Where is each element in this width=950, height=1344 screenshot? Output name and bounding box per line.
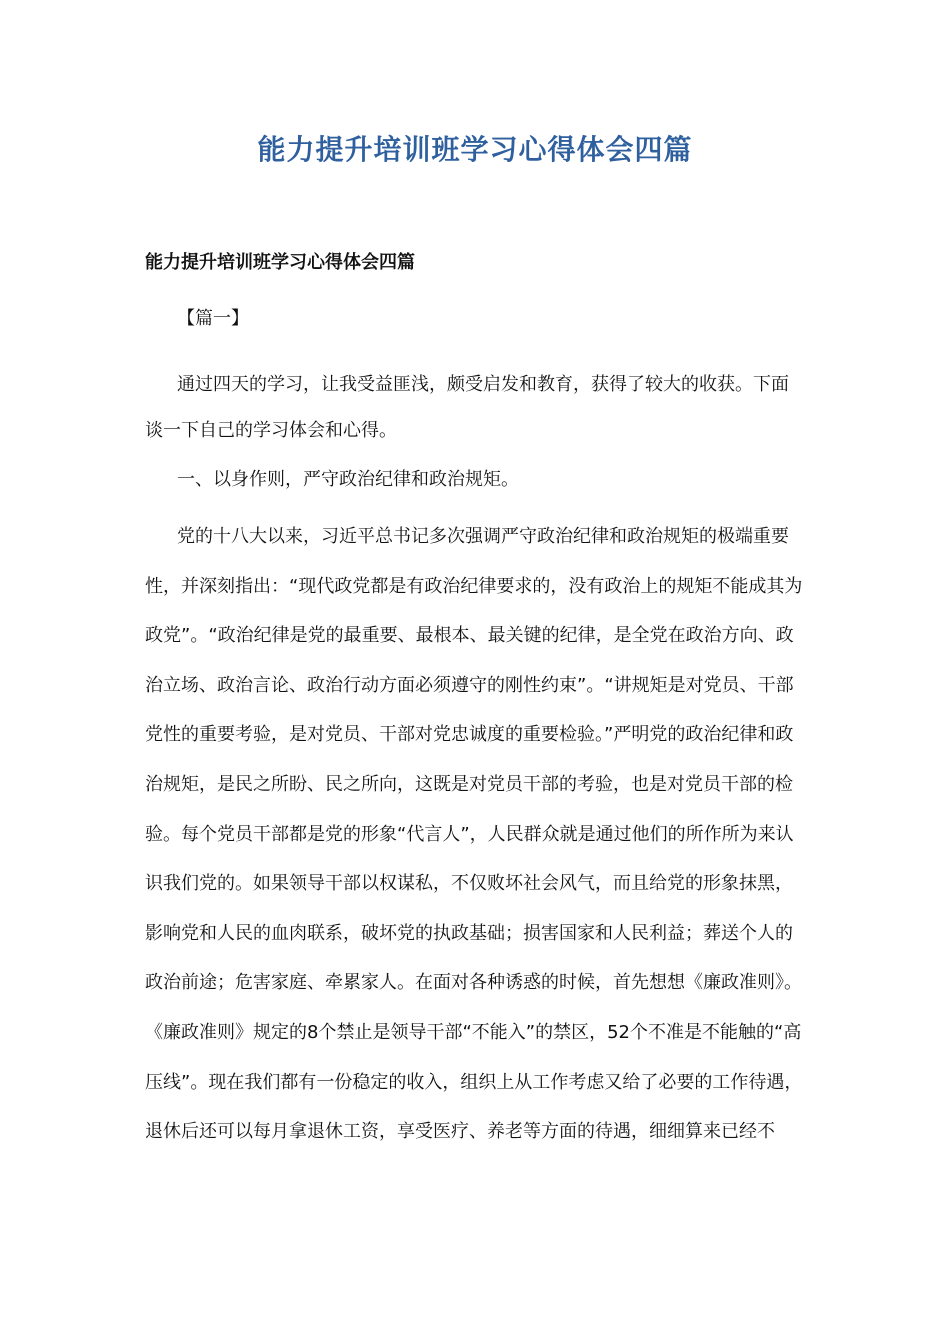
section-label: 【篇一】 xyxy=(177,308,249,329)
paragraph-intro: 通过四天的学习，让我受益匪浅，颇受启发和教育，获得了较大的收获。下面谈一下自己的学习体会和心得。 xyxy=(145,374,789,441)
document-subtitle: 能力提升培训班学习心得体会四篇 xyxy=(145,252,415,273)
document-title: 能力提升培训班学习心得体会四篇 xyxy=(257,133,693,166)
section-heading: 一、以身作则，严守政治纪律和政治规矩。 xyxy=(177,469,519,490)
paragraph-body: 党的十八大以来，习近平总书记多次强调严守政治纪律和政治规矩的极端重要性，并深刻指出：“现代政党都是有政治纪律要求的，没有政治上的规矩不能成其为政党”。“政治纪律是党的最重要、最根本、最关键的纪律，是全党在政治方向、政治立场、政治言论、政治行动方面必须遵守的刚性约束”。“讲规矩是对党员、干部党性的重要考验，是对党员、干部对党忠诚度的重要检验。”严明党的政治纪律和政治规矩，是民之所盼、民之所向，这既是对党员干部的考验，也是对党员干部的检验。每个党员干部都是党的形象“代言人”，人民群众就是通过他们的所作所为来认识我们党的。如果领导干部以权谋私，不仅败坏社会风气，而且给党的形象抹黑，影响党和人民的血肉联系，破坏党的执政基础；损害国家和人民利益；葬送个人的政治前途；危害家庭、牵累家人。在面对各种诱惑的时候，首先想想《廉政准则》。《廉政准则》规定的8个禁止是领导干部“不能入”的禁区，52个不准是不能触的“高压线”。现在我们都有一份稳定的收入，组织上从工作考虑又给了必要的工作待遇，退休后还可以每月拿退休工资，享受医疗、养老等方面的待遇，细细算来已经不 xyxy=(145,526,803,1143)
